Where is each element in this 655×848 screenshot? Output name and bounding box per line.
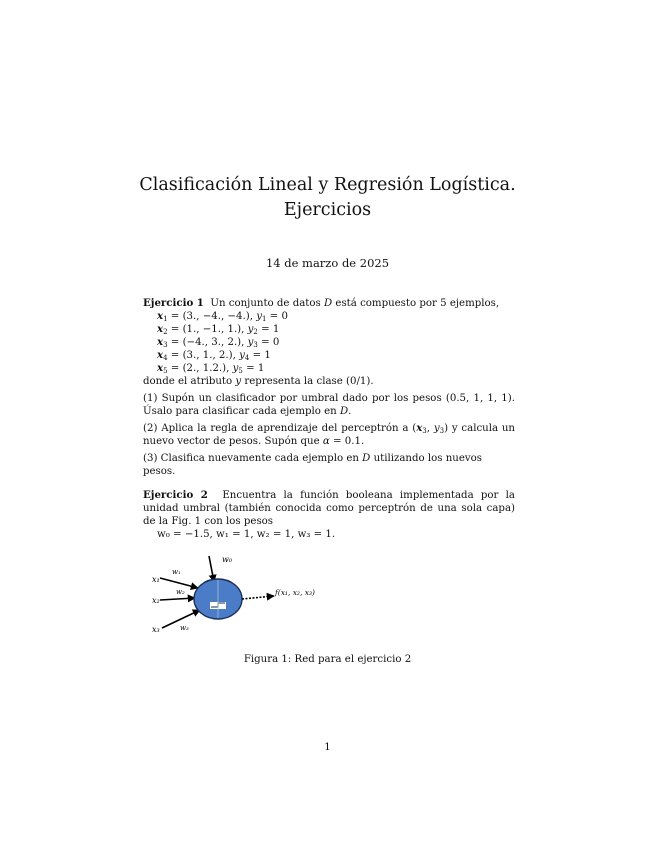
- ex1-question-3: (3) Clasifica nuevamente cada ejemplo en D utilizando los nuevos pesos.: [143, 453, 483, 477]
- perceptron-figure: [150, 552, 320, 640]
- ex2-weights: w₀ = −1.5, w₁ = 1, w₂ = 1, w₃ = 1.: [157, 529, 336, 540]
- doc-date: 14 de marzo de 2025: [265, 256, 390, 270]
- ex2-heading: Ejercicio 2: [143, 489, 208, 501]
- bias-arrow: [209, 556, 214, 582]
- ex1-example-1: $x_1 = (3$., −4., −4.), $y_1 = 0$: [157, 310, 288, 323]
- output-arrow: [242, 596, 274, 599]
- ex1-example-5: $x_5 = (2$., 1.2.), $y_5 = 1$: [157, 362, 265, 375]
- input-label-1: x₁: [152, 575, 160, 584]
- weight-label-2: w₂: [176, 588, 185, 596]
- ex1-example-4: $x_4 = (3$., 1., 2.), $y_4 = 1$: [157, 349, 271, 362]
- bias-weight-label: w₀: [222, 555, 233, 564]
- exercise-1: [143, 297, 515, 478]
- ex1-after-text: donde el atributo y representa la clase (0/1).: [143, 376, 374, 387]
- ex1-question-1: (1) Supón un clasificador por umbral dado por los pesos (0.5, 1, 1, 1). Úsalo para clasificar cada ejemplo en D.: [143, 393, 515, 417]
- ex1-example-3: $x_3 = (-4$., 3., 2.), $y_3 = 0$: [157, 336, 280, 349]
- input-label-3: x₃: [152, 625, 160, 634]
- ex1-intro: [143, 297, 515, 310]
- ex1-intro-text-b: está compuesto por 5 ejemplos,: [332, 298, 500, 309]
- page-number: 1: [324, 742, 331, 753]
- weight-label-1: w₁: [172, 568, 181, 576]
- ex2-text: [143, 489, 515, 528]
- exercise-2: [143, 489, 515, 541]
- ex1-intro-D: D: [324, 298, 333, 309]
- input-arrow-2: [160, 598, 195, 600]
- input-label-2: x₂: [152, 596, 160, 605]
- ex2-body: Encuentra la función booleana implementada por la unidad umbral (también conocida como perceptrón de una sola capa) de la Fig. 1 con los pesos: [143, 490, 515, 527]
- ex1-heading: Ejercicio 1: [143, 297, 204, 309]
- ex1-question-2: (2) Aplica la regla de aprendizaje del perceptrón a ($x_3$, $y_3$) y calcula un nuevo vector de pesos. Supón que α = 0.1.: [143, 422, 515, 447]
- doc-title-line2: Ejercicios: [283, 200, 372, 220]
- weight-label-3: w₃: [180, 624, 189, 632]
- ex1-intro-text-a: Un conjunto de datos: [210, 298, 324, 309]
- figure-caption: Figura 1: Red para el ejercicio 2: [243, 654, 412, 665]
- doc-title-line1: Clasificación Lineal y Regresión Logística.: [139, 175, 516, 195]
- ex1-example-2: $x_2 = (1$., −1., 1.), $y_2 = 1$: [157, 323, 280, 336]
- output-label: f(x₁, x₂, x₃): [275, 588, 315, 597]
- input-arrow-1: [160, 578, 198, 588]
